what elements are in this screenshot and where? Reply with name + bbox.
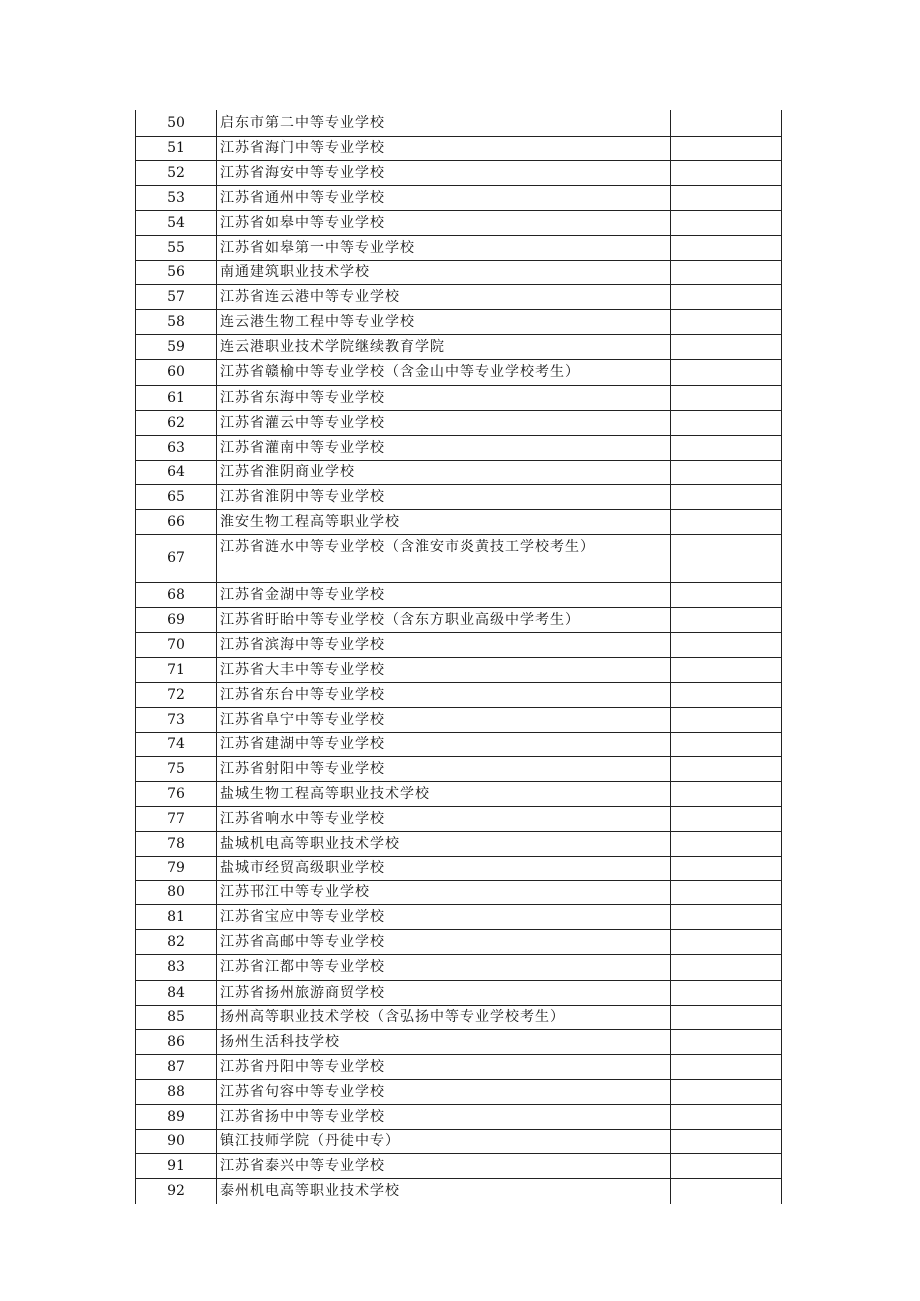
blank-cell	[671, 582, 782, 607]
table-row	[136, 632, 782, 657]
blank-cell	[671, 309, 782, 334]
school-name: 江苏省如皋第一中等专业学校	[217, 235, 671, 260]
row-number: 83	[136, 954, 217, 980]
school-name: 江苏省建湖中等专业学校	[217, 732, 671, 756]
row-number: 90	[136, 1129, 217, 1153]
table-row	[136, 856, 782, 880]
row-number: 85	[136, 1005, 217, 1029]
school-list-table	[135, 110, 782, 1204]
row-number: 92	[136, 1178, 217, 1204]
row-number: 77	[136, 806, 217, 831]
blank-cell	[671, 235, 782, 260]
blank-cell	[671, 334, 782, 359]
table-row	[136, 235, 782, 260]
table-row	[136, 1104, 782, 1129]
table-row	[136, 1054, 782, 1079]
school-name: 泰州机电高等职业技术学校	[217, 1178, 671, 1204]
table-row	[136, 385, 782, 410]
school-name: 江苏省淮阴中等专业学校	[217, 484, 671, 509]
table-row	[136, 904, 782, 929]
table-row	[136, 110, 782, 136]
blank-cell	[671, 410, 782, 435]
school-name: 江苏省如皋中等专业学校	[217, 210, 671, 235]
table-row	[136, 831, 782, 856]
blank-cell	[671, 260, 782, 284]
table-row	[136, 410, 782, 435]
table-row	[136, 756, 782, 781]
table-row	[136, 160, 782, 185]
blank-cell	[671, 954, 782, 980]
school-name: 江苏省泰兴中等专业学校	[217, 1153, 671, 1178]
school-name: 启东市第二中等专业学校	[217, 110, 671, 136]
row-number: 81	[136, 904, 217, 929]
school-name: 江苏省海安中等专业学校	[217, 160, 671, 185]
blank-cell	[671, 1129, 782, 1153]
row-number: 78	[136, 831, 217, 856]
blank-cell	[671, 707, 782, 732]
blank-cell	[671, 657, 782, 682]
row-number: 68	[136, 582, 217, 607]
school-name: 连云港职业技术学院继续教育学院	[217, 334, 671, 359]
table-row	[136, 1079, 782, 1104]
row-number: 82	[136, 929, 217, 954]
blank-cell	[671, 1079, 782, 1104]
blank-cell	[671, 359, 782, 385]
school-name: 江苏省灌南中等专业学校	[217, 435, 671, 460]
table-row	[136, 732, 782, 756]
row-number: 79	[136, 856, 217, 880]
row-number: 75	[136, 756, 217, 781]
school-name: 盐城生物工程高等职业技术学校	[217, 781, 671, 806]
school-name: 江苏省扬中中等专业学校	[217, 1104, 671, 1129]
school-name: 淮安生物工程高等职业学校	[217, 509, 671, 534]
row-number: 66	[136, 509, 217, 534]
table-row	[136, 1029, 782, 1054]
row-number: 59	[136, 334, 217, 359]
blank-cell	[671, 160, 782, 185]
blank-cell	[671, 732, 782, 756]
blank-cell	[671, 781, 782, 806]
table-row	[136, 136, 782, 160]
school-name: 江苏省宝应中等专业学校	[217, 904, 671, 929]
school-name: 江苏省丹阳中等专业学校	[217, 1054, 671, 1079]
blank-cell	[671, 1104, 782, 1129]
school-name: 江苏省灌云中等专业学校	[217, 410, 671, 435]
blank-cell	[671, 1029, 782, 1054]
table-row	[136, 534, 782, 582]
school-name: 江苏省连云港中等专业学校	[217, 284, 671, 309]
blank-cell	[671, 210, 782, 235]
table-row	[136, 929, 782, 954]
table-row	[136, 260, 782, 284]
blank-cell	[671, 185, 782, 210]
blank-cell	[671, 460, 782, 484]
blank-cell	[671, 904, 782, 929]
row-number: 86	[136, 1029, 217, 1054]
school-name: 江苏省涟水中等专业学校（含淮安市炎黄技工学校考生）	[217, 534, 671, 582]
blank-cell	[671, 880, 782, 904]
table-row	[136, 509, 782, 534]
blank-cell	[671, 856, 782, 880]
row-number: 51	[136, 136, 217, 160]
blank-cell	[671, 484, 782, 509]
table-row	[136, 435, 782, 460]
table-row	[136, 1005, 782, 1029]
row-number: 67	[136, 534, 217, 582]
blank-cell	[671, 831, 782, 856]
blank-cell	[671, 385, 782, 410]
table-row	[136, 806, 782, 831]
row-number: 88	[136, 1079, 217, 1104]
row-number: 62	[136, 410, 217, 435]
blank-cell	[671, 110, 782, 136]
row-number: 57	[136, 284, 217, 309]
table-row	[136, 880, 782, 904]
blank-cell	[671, 534, 782, 582]
table-row	[136, 210, 782, 235]
row-number: 73	[136, 707, 217, 732]
table-row	[136, 1153, 782, 1178]
blank-cell	[671, 980, 782, 1005]
row-number: 50	[136, 110, 217, 136]
blank-cell	[671, 1178, 782, 1204]
row-number: 61	[136, 385, 217, 410]
blank-cell	[671, 509, 782, 534]
school-name: 江苏省东台中等专业学校	[217, 682, 671, 707]
school-name: 盐城市经贸高级职业学校	[217, 856, 671, 880]
school-name: 江苏省淮阴商业学校	[217, 460, 671, 484]
school-name: 江苏省金湖中等专业学校	[217, 582, 671, 607]
school-name: 江苏省射阳中等专业学校	[217, 756, 671, 781]
table-row	[136, 657, 782, 682]
school-name: 江苏省江都中等专业学校	[217, 954, 671, 980]
table-body	[136, 110, 782, 1204]
row-number: 52	[136, 160, 217, 185]
table-row	[136, 707, 782, 732]
school-name: 江苏省高邮中等专业学校	[217, 929, 671, 954]
blank-cell	[671, 1153, 782, 1178]
row-number: 64	[136, 460, 217, 484]
school-name: 江苏省滨海中等专业学校	[217, 632, 671, 657]
table-row	[136, 1129, 782, 1153]
table-row	[136, 980, 782, 1005]
school-name: 江苏省大丰中等专业学校	[217, 657, 671, 682]
row-number: 76	[136, 781, 217, 806]
row-number: 60	[136, 359, 217, 385]
blank-cell	[671, 929, 782, 954]
row-number: 80	[136, 880, 217, 904]
school-name: 江苏省句容中等专业学校	[217, 1079, 671, 1104]
table-row	[136, 682, 782, 707]
row-number: 56	[136, 260, 217, 284]
blank-cell	[671, 1054, 782, 1079]
blank-cell	[671, 607, 782, 632]
table-row	[136, 1178, 782, 1204]
blank-cell	[671, 1005, 782, 1029]
school-name: 镇江技师学院（丹徒中专）	[217, 1129, 671, 1153]
blank-cell	[671, 632, 782, 657]
school-name: 南通建筑职业技术学校	[217, 260, 671, 284]
table-row	[136, 954, 782, 980]
row-number: 70	[136, 632, 217, 657]
school-name: 江苏省扬州旅游商贸学校	[217, 980, 671, 1005]
table-row	[136, 284, 782, 309]
school-name: 盐城机电高等职业技术学校	[217, 831, 671, 856]
blank-cell	[671, 806, 782, 831]
school-name: 扬州高等职业技术学校（含弘扬中等专业学校考生）	[217, 1005, 671, 1029]
row-number: 65	[136, 484, 217, 509]
school-name: 江苏省东海中等专业学校	[217, 385, 671, 410]
school-name: 江苏省阜宁中等专业学校	[217, 707, 671, 732]
blank-cell	[671, 682, 782, 707]
table-row	[136, 185, 782, 210]
blank-cell	[671, 435, 782, 460]
row-number: 58	[136, 309, 217, 334]
row-number: 71	[136, 657, 217, 682]
school-name: 扬州生活科技学校	[217, 1029, 671, 1054]
table-row	[136, 484, 782, 509]
row-number: 63	[136, 435, 217, 460]
row-number: 84	[136, 980, 217, 1005]
school-name: 江苏邗江中等专业学校	[217, 880, 671, 904]
row-number: 74	[136, 732, 217, 756]
school-name: 江苏省通州中等专业学校	[217, 185, 671, 210]
row-number: 89	[136, 1104, 217, 1129]
row-number: 69	[136, 607, 217, 632]
row-number: 54	[136, 210, 217, 235]
row-number: 72	[136, 682, 217, 707]
row-number: 91	[136, 1153, 217, 1178]
table-row	[136, 309, 782, 334]
blank-cell	[671, 284, 782, 309]
school-name: 江苏省赣榆中等专业学校（含金山中等专业学校考生）	[217, 359, 671, 385]
table-row	[136, 582, 782, 607]
table-row	[136, 460, 782, 484]
table-row	[136, 607, 782, 632]
row-number: 55	[136, 235, 217, 260]
table-row	[136, 781, 782, 806]
school-name: 江苏省盱眙中等专业学校（含东方职业高级中学考生）	[217, 607, 671, 632]
school-name: 江苏省响水中等专业学校	[217, 806, 671, 831]
row-number: 87	[136, 1054, 217, 1079]
school-name: 连云港生物工程中等专业学校	[217, 309, 671, 334]
table-row	[136, 359, 782, 385]
row-number: 53	[136, 185, 217, 210]
table-row	[136, 334, 782, 359]
blank-cell	[671, 136, 782, 160]
school-name: 江苏省海门中等专业学校	[217, 136, 671, 160]
blank-cell	[671, 756, 782, 781]
